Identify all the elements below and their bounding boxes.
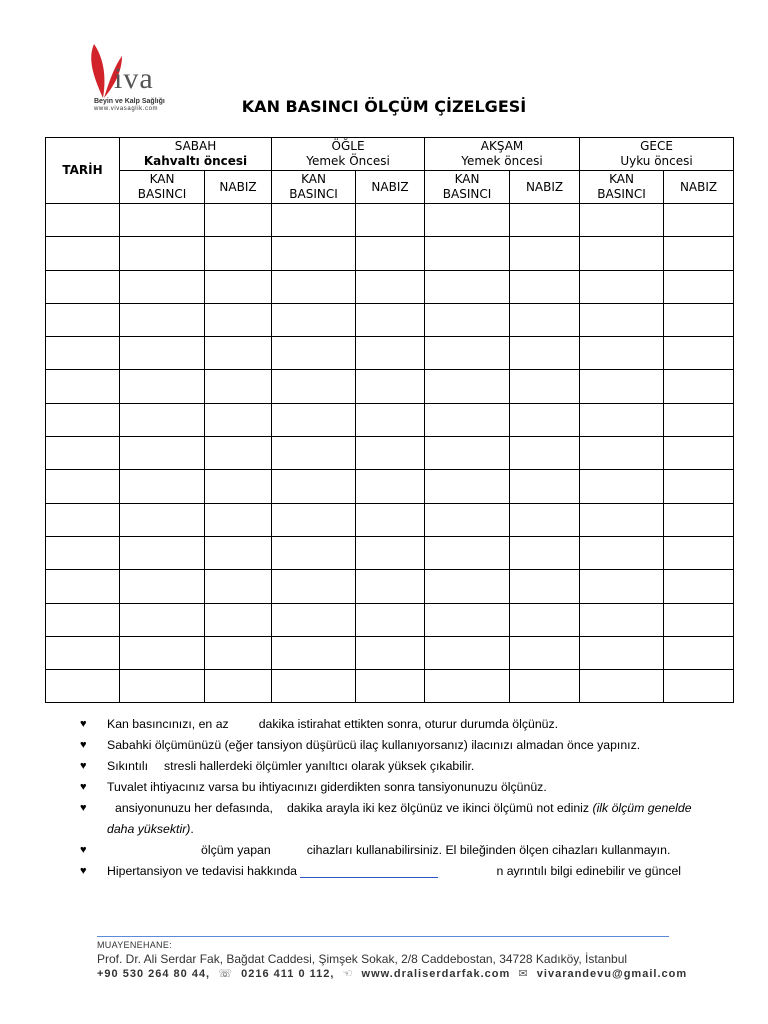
value-cell[interactable] (510, 636, 580, 669)
table-row (46, 270, 734, 303)
value-cell[interactable] (510, 403, 580, 436)
value-cell[interactable] (425, 536, 510, 569)
value-cell[interactable] (205, 237, 272, 270)
footer-address: Prof. Dr. Ali Serdar Fak, Bağdat Caddesi, Şimşek Sokak, 2/8 Caddebostan, 34728 Kadıköy, İstanbul (97, 952, 628, 966)
value-cell[interactable] (664, 370, 734, 403)
value-cell[interactable] (272, 370, 356, 403)
value-cell[interactable] (205, 503, 272, 536)
value-cell[interactable] (425, 270, 510, 303)
value-cell[interactable] (272, 403, 356, 436)
value-cell[interactable] (580, 237, 664, 270)
value-cell[interactable] (205, 636, 272, 669)
date-cell[interactable] (46, 403, 120, 436)
value-cell[interactable] (272, 603, 356, 636)
period-header-evening (425, 138, 580, 171)
value-cell[interactable] (664, 204, 734, 237)
value-cell[interactable] (272, 303, 356, 336)
value-cell[interactable] (664, 503, 734, 536)
value-cell[interactable] (510, 204, 580, 237)
value-cell[interactable] (425, 470, 510, 503)
logo-url: www.vivasaglik.com (94, 106, 159, 112)
period-header-night (580, 138, 734, 171)
value-cell[interactable] (120, 370, 205, 403)
value-cell[interactable] (205, 570, 272, 603)
value-cell[interactable] (356, 237, 425, 270)
value-cell[interactable] (664, 470, 734, 503)
value-cell[interactable] (272, 570, 356, 603)
list-item: ♥ ansiyonunuzu her defasında, dakika arayla iki kez ölçünüz ve ikinci ölçümü not ediniz (ilk ölçüm genelde daha yüksektir). (80, 798, 720, 840)
value-cell[interactable] (356, 303, 425, 336)
value-cell[interactable] (664, 437, 734, 470)
footer-contacts (97, 967, 697, 982)
date-cell[interactable] (46, 603, 120, 636)
value-cell[interactable] (510, 570, 580, 603)
date-cell[interactable] (46, 670, 120, 703)
instructions-list (80, 714, 720, 882)
value-cell[interactable] (272, 670, 356, 703)
hand-pointer-icon: ☜ (338, 968, 358, 980)
value-cell[interactable] (510, 437, 580, 470)
value-cell[interactable] (120, 303, 205, 336)
footer-divider (97, 936, 669, 937)
value-cell[interactable] (580, 470, 664, 503)
value-cell[interactable] (580, 603, 664, 636)
blood-pressure-header (425, 171, 510, 204)
list-item: ♥ Sıkıntılı stresli hallerdeki ölçümler yanıltıcı olarak yüksek çıkabilir. (80, 756, 720, 777)
value-cell[interactable] (205, 303, 272, 336)
value-cell[interactable] (272, 237, 356, 270)
bp-header-line1: KAN (301, 172, 326, 186)
value-cell[interactable] (356, 536, 425, 569)
value-cell[interactable] (580, 370, 664, 403)
heart-bullet-icon: ♥ (80, 865, 87, 877)
value-cell[interactable] (664, 636, 734, 669)
table-row (46, 670, 734, 703)
pulse-header: NABIZ (664, 171, 734, 204)
value-cell[interactable] (580, 270, 664, 303)
date-cell[interactable] (46, 470, 120, 503)
value-cell[interactable] (425, 503, 510, 536)
list-item: ♥ Kan basıncınızı, en az dakika istirahat ettikten sonra, oturur durumda ölçünüz. (80, 714, 720, 735)
period-sub: Yemek Öncesi (306, 154, 390, 168)
value-cell[interactable] (510, 303, 580, 336)
value-cell[interactable] (510, 603, 580, 636)
value-cell[interactable] (356, 670, 425, 703)
value-cell[interactable] (356, 337, 425, 370)
list-item: ♥ ölçüm yapan cihazları kullanabilirsiniz. El bileğinden ölçen cihazları kullanmayın. (80, 840, 720, 861)
value-cell[interactable] (120, 470, 205, 503)
heart-bullet-icon: ♥ (80, 781, 87, 793)
value-cell[interactable] (205, 337, 272, 370)
value-cell[interactable] (356, 403, 425, 436)
value-cell[interactable] (272, 470, 356, 503)
value-cell[interactable] (356, 204, 425, 237)
value-cell[interactable] (580, 536, 664, 569)
value-cell[interactable] (580, 570, 664, 603)
bp-header-line2: BASINCI (137, 187, 187, 201)
value-cell[interactable] (120, 603, 205, 636)
info-link[interactable] (300, 863, 438, 878)
value-cell[interactable] (272, 536, 356, 569)
phone-icon: ☏ (214, 968, 238, 980)
value-cell[interactable] (120, 536, 205, 569)
table-row (46, 570, 734, 603)
heart-bullet-icon: ♥ (80, 844, 87, 856)
date-cell[interactable] (46, 636, 120, 669)
value-cell[interactable] (580, 403, 664, 436)
value-cell[interactable] (272, 636, 356, 669)
value-cell[interactable] (272, 270, 356, 303)
value-cell[interactable] (664, 237, 734, 270)
value-cell[interactable] (664, 303, 734, 336)
list-item: ♥ Sabahki ölçümünüzü (eğer tansiyon düşürücü ilaç kullanıyorsanız) ilacınızı almadan önce yapınız. (80, 735, 720, 756)
value-cell[interactable] (272, 503, 356, 536)
value-cell[interactable] (205, 670, 272, 703)
blood-pressure-header (580, 171, 664, 204)
value-cell[interactable] (425, 204, 510, 237)
value-cell[interactable] (272, 204, 356, 237)
value-cell[interactable] (425, 636, 510, 669)
value-cell[interactable] (425, 437, 510, 470)
table-row (46, 503, 734, 536)
value-cell[interactable] (356, 636, 425, 669)
heart-bullet-icon: ♥ (80, 760, 87, 772)
value-cell[interactable] (120, 670, 205, 703)
value-cell[interactable] (356, 603, 425, 636)
table-row (46, 303, 734, 336)
value-cell[interactable] (120, 270, 205, 303)
period-name: ÖĞLE (331, 139, 365, 153)
table-row (46, 403, 734, 436)
bp-header-line2: BASINCI (597, 187, 646, 201)
value-cell[interactable] (120, 204, 205, 237)
date-cell[interactable] (46, 204, 120, 237)
list-item: ♥ Hipertansiyon ve tedavisi hakkında n ayrıntılı bilgi edinebilir ve güncel (80, 861, 720, 882)
footer (97, 939, 697, 982)
table-row (46, 437, 734, 470)
period-header-noon (272, 138, 425, 171)
envelope-icon: ✉ (514, 968, 533, 980)
value-cell[interactable] (510, 536, 580, 569)
value-cell[interactable] (356, 570, 425, 603)
value-cell[interactable] (580, 437, 664, 470)
table-row (46, 237, 734, 270)
value-cell[interactable] (120, 337, 205, 370)
footer-phone: 0216 411 0 112, (241, 968, 335, 980)
period-name: SABAH (174, 139, 217, 153)
value-cell[interactable] (205, 536, 272, 569)
value-cell[interactable] (205, 403, 272, 436)
value-cell[interactable] (425, 237, 510, 270)
list-item: ♥ Tuvalet ihtiyacınız varsa bu ihtiyacınızı giderdikten sonra tansiyonunuzu ölçünüz. (80, 777, 720, 798)
footer-website[interactable]: www.draliserdarfak.com (361, 968, 511, 980)
date-column-header: TARİH (46, 138, 120, 204)
pulse-header: NABIZ (356, 171, 425, 204)
page-title: KAN BASINCI ÖLÇÜM ÇİZELGESİ (241, 97, 527, 116)
value-cell[interactable] (664, 603, 734, 636)
table-row (46, 470, 734, 503)
footer-label: MUAYENEHANE: (97, 940, 172, 950)
value-cell[interactable] (356, 470, 425, 503)
value-cell[interactable] (205, 603, 272, 636)
period-name: AKŞAM (480, 139, 524, 153)
value-cell[interactable] (205, 204, 272, 237)
bp-header-line2: BASINCI (442, 187, 492, 201)
value-cell[interactable] (120, 437, 205, 470)
value-cell[interactable] (510, 337, 580, 370)
measurement-table (45, 137, 734, 703)
bp-header-line1: KAN (149, 172, 175, 186)
value-cell[interactable] (664, 337, 734, 370)
value-cell[interactable] (580, 204, 664, 237)
value-cell[interactable] (205, 370, 272, 403)
bp-header-line2: BASINCI (289, 187, 338, 201)
value-cell[interactable] (205, 270, 272, 303)
value-cell[interactable] (272, 337, 356, 370)
table-row (46, 536, 734, 569)
value-cell[interactable] (356, 270, 425, 303)
value-cell[interactable] (120, 403, 205, 436)
value-cell[interactable] (664, 403, 734, 436)
value-cell[interactable] (664, 670, 734, 703)
value-cell[interactable] (205, 470, 272, 503)
heart-bullet-icon: ♥ (80, 802, 87, 814)
value-cell[interactable] (580, 636, 664, 669)
value-cell[interactable] (425, 370, 510, 403)
value-cell[interactable] (425, 570, 510, 603)
value-cell[interactable] (272, 437, 356, 470)
date-cell[interactable] (46, 270, 120, 303)
period-sub: Yemek öncesi (461, 154, 543, 168)
date-cell[interactable] (46, 437, 120, 470)
bp-header-line1: KAN (454, 172, 480, 186)
pulse-header: NABIZ (205, 171, 272, 204)
value-cell[interactable] (425, 603, 510, 636)
table-row (46, 603, 734, 636)
value-cell[interactable] (510, 370, 580, 403)
value-cell[interactable] (664, 270, 734, 303)
logo-subtitle: Beyin ve Kalp Sağlığı (94, 98, 165, 105)
value-cell[interactable] (120, 503, 205, 536)
value-cell[interactable] (356, 503, 425, 536)
period-name: GECE (640, 139, 673, 153)
footer-email[interactable]: vivarandevu@gmail.com (536, 968, 688, 980)
blood-pressure-header (272, 171, 356, 204)
heart-bullet-icon: ♥ (80, 718, 87, 730)
date-cell[interactable] (46, 370, 120, 403)
value-cell[interactable] (425, 303, 510, 336)
value-cell[interactable] (425, 337, 510, 370)
heart-bullet-icon: ♥ (80, 739, 87, 751)
period-sub: Uyku öncesi (620, 154, 693, 168)
period-sub: Kahvaltı öncesi (143, 154, 248, 168)
value-cell[interactable] (664, 570, 734, 603)
table-row (46, 636, 734, 669)
date-cell[interactable] (46, 503, 120, 536)
value-cell[interactable] (510, 670, 580, 703)
bp-header-line1: KAN (609, 172, 634, 186)
value-cell[interactable] (664, 536, 734, 569)
period-header-morning (120, 138, 272, 171)
table-row (46, 370, 734, 403)
table-row (46, 337, 734, 370)
value-cell[interactable] (510, 470, 580, 503)
logo-word: iva (114, 62, 154, 95)
value-cell[interactable] (425, 670, 510, 703)
value-cell[interactable] (510, 270, 580, 303)
value-cell[interactable] (580, 303, 664, 336)
value-cell[interactable] (356, 370, 425, 403)
footer-mobile: +90 530 264 80 44, (97, 968, 211, 980)
value-cell[interactable] (580, 503, 664, 536)
value-cell[interactable] (510, 503, 580, 536)
value-cell[interactable] (120, 636, 205, 669)
value-cell[interactable] (580, 670, 664, 703)
date-cell[interactable] (46, 237, 120, 270)
blood-pressure-header (120, 171, 205, 204)
date-cell[interactable] (46, 536, 120, 569)
value-cell[interactable] (205, 437, 272, 470)
date-cell[interactable] (46, 303, 120, 336)
value-cell[interactable] (425, 403, 510, 436)
value-cell[interactable] (580, 337, 664, 370)
date-cell[interactable] (46, 570, 120, 603)
value-cell[interactable] (356, 437, 425, 470)
value-cell[interactable] (120, 570, 205, 603)
value-cell[interactable] (120, 237, 205, 270)
pulse-header: NABIZ (510, 171, 580, 204)
table-row (46, 204, 734, 237)
value-cell[interactable] (510, 237, 580, 270)
date-cell[interactable] (46, 337, 120, 370)
